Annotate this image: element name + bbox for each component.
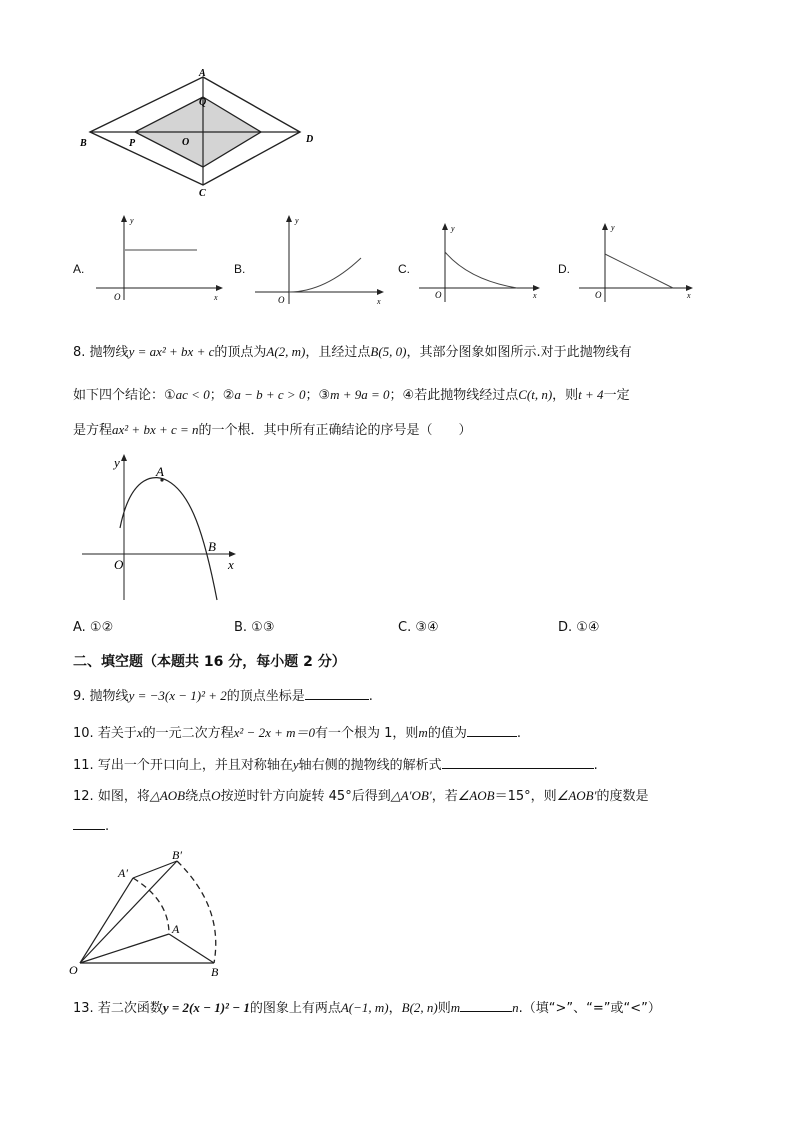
label-C: C — [199, 188, 206, 199]
arc-a — [133, 878, 169, 934]
label-O: O — [182, 137, 190, 148]
svg-text:x: x — [687, 291, 691, 300]
q12-line-2: . — [73, 817, 109, 835]
q10-line: 10. 若关于x的一元二次方程x² − 2x + m＝0有一个根为 1，则m的值为 . — [73, 725, 521, 741]
q7-option-b-graph[interactable] — [253, 212, 388, 307]
q11-line: 11. 写出一个开口向上，并且对称轴在y轴右侧的抛物线的解析式 . — [73, 757, 598, 773]
parabola-curve — [120, 478, 217, 600]
q12-answer-blank[interactable] — [73, 817, 105, 830]
label-A: A — [199, 68, 206, 79]
q7-option-d-graph[interactable] — [577, 218, 702, 308]
q8-option-a[interactable]: A. ①② — [73, 620, 114, 635]
graph-d-line — [605, 254, 673, 288]
label-P: P — [129, 138, 136, 149]
svg-text:O: O — [114, 292, 121, 302]
svg-text:A: A — [156, 464, 164, 479]
q7-option-c-label[interactable]: C. — [398, 262, 410, 276]
svg-text:O: O — [69, 963, 78, 977]
q8-line-1: 8. 抛物线y = ax² + bx + c的顶点为A(2, m)，且经过点B(5, 0)，其部分图象如图所示.对于此抛物线有 — [73, 344, 632, 360]
svg-text:x: x — [377, 297, 381, 306]
svg-text:B: B — [208, 539, 216, 554]
q11-answer-blank[interactable] — [442, 756, 594, 769]
rhombus-figure — [75, 65, 335, 200]
label-Q: Q — [199, 97, 207, 108]
svg-text:A′: A′ — [118, 866, 128, 880]
q8-option-c[interactable]: C. ③④ — [398, 620, 439, 635]
graph-b-curve — [289, 258, 361, 292]
q7-option-d-label[interactable]: D. — [558, 262, 570, 276]
q8-option-d[interactable]: D. ①④ — [558, 620, 600, 635]
svg-text:y: y — [114, 455, 120, 470]
svg-text:O: O — [114, 557, 124, 572]
q12-line-1: 12. 如图，将△AOB绕点O按逆时针方向旋转 45°后得到△A′OB′，若∠AOB＝15°，则∠AOB′的度数是 — [73, 788, 649, 804]
q12-rotation-figure — [66, 845, 236, 980]
svg-text:y: y — [295, 216, 299, 225]
svg-text:O: O — [595, 290, 602, 300]
q7-option-b-label[interactable]: B. — [234, 262, 246, 276]
q8-parabola-graph — [76, 448, 251, 608]
svg-text:y: y — [611, 223, 615, 232]
svg-text:y: y — [451, 224, 455, 233]
svg-text:x: x — [228, 557, 234, 572]
graph-c-curve — [445, 252, 517, 288]
arc-b — [177, 861, 216, 963]
svg-text:x: x — [533, 291, 537, 300]
q13-answer-blank[interactable] — [460, 999, 512, 1012]
q10-answer-blank[interactable] — [467, 724, 517, 737]
q8-line-3: 是方程ax² + bx + c = n的一个根．其中所有正确结论的序号是（ ） — [73, 422, 472, 438]
q9-line: 9. 抛物线y = −3(x − 1)² + 2的顶点坐标是 . — [73, 688, 373, 704]
q9-answer-blank[interactable] — [305, 687, 369, 700]
section-2-title: 二、填空题（本题共 16 分，每小题 2 分） — [73, 654, 346, 670]
q8-line-2: 如下四个结论：①ac < 0；②a − b + c > 0；③m + 9a = 0；④若此抛物线经过点C(t, n)，则t + 4一定 — [73, 387, 630, 403]
label-D: D — [306, 134, 314, 145]
svg-text:x: x — [214, 293, 218, 302]
svg-text:A: A — [172, 922, 180, 936]
svg-text:B′: B′ — [172, 848, 182, 862]
svg-text:O: O — [278, 295, 285, 305]
q7-option-a-label[interactable]: A. — [73, 262, 85, 276]
q7-option-c-graph[interactable] — [417, 218, 547, 308]
svg-text:O: O — [435, 290, 442, 300]
svg-text:y: y — [130, 216, 134, 225]
label-B: B — [80, 138, 87, 149]
svg-text:B: B — [211, 965, 219, 979]
q8-option-b[interactable]: B. ①③ — [234, 620, 275, 635]
q7-option-a-graph[interactable] — [92, 212, 227, 307]
q13-line: 13. 若二次函数y = 2(x − 1)² − 1的图象上有两点A(−1, m)，B(2, n)则m n.（填“>”、“=”或“<”） — [73, 1000, 661, 1016]
